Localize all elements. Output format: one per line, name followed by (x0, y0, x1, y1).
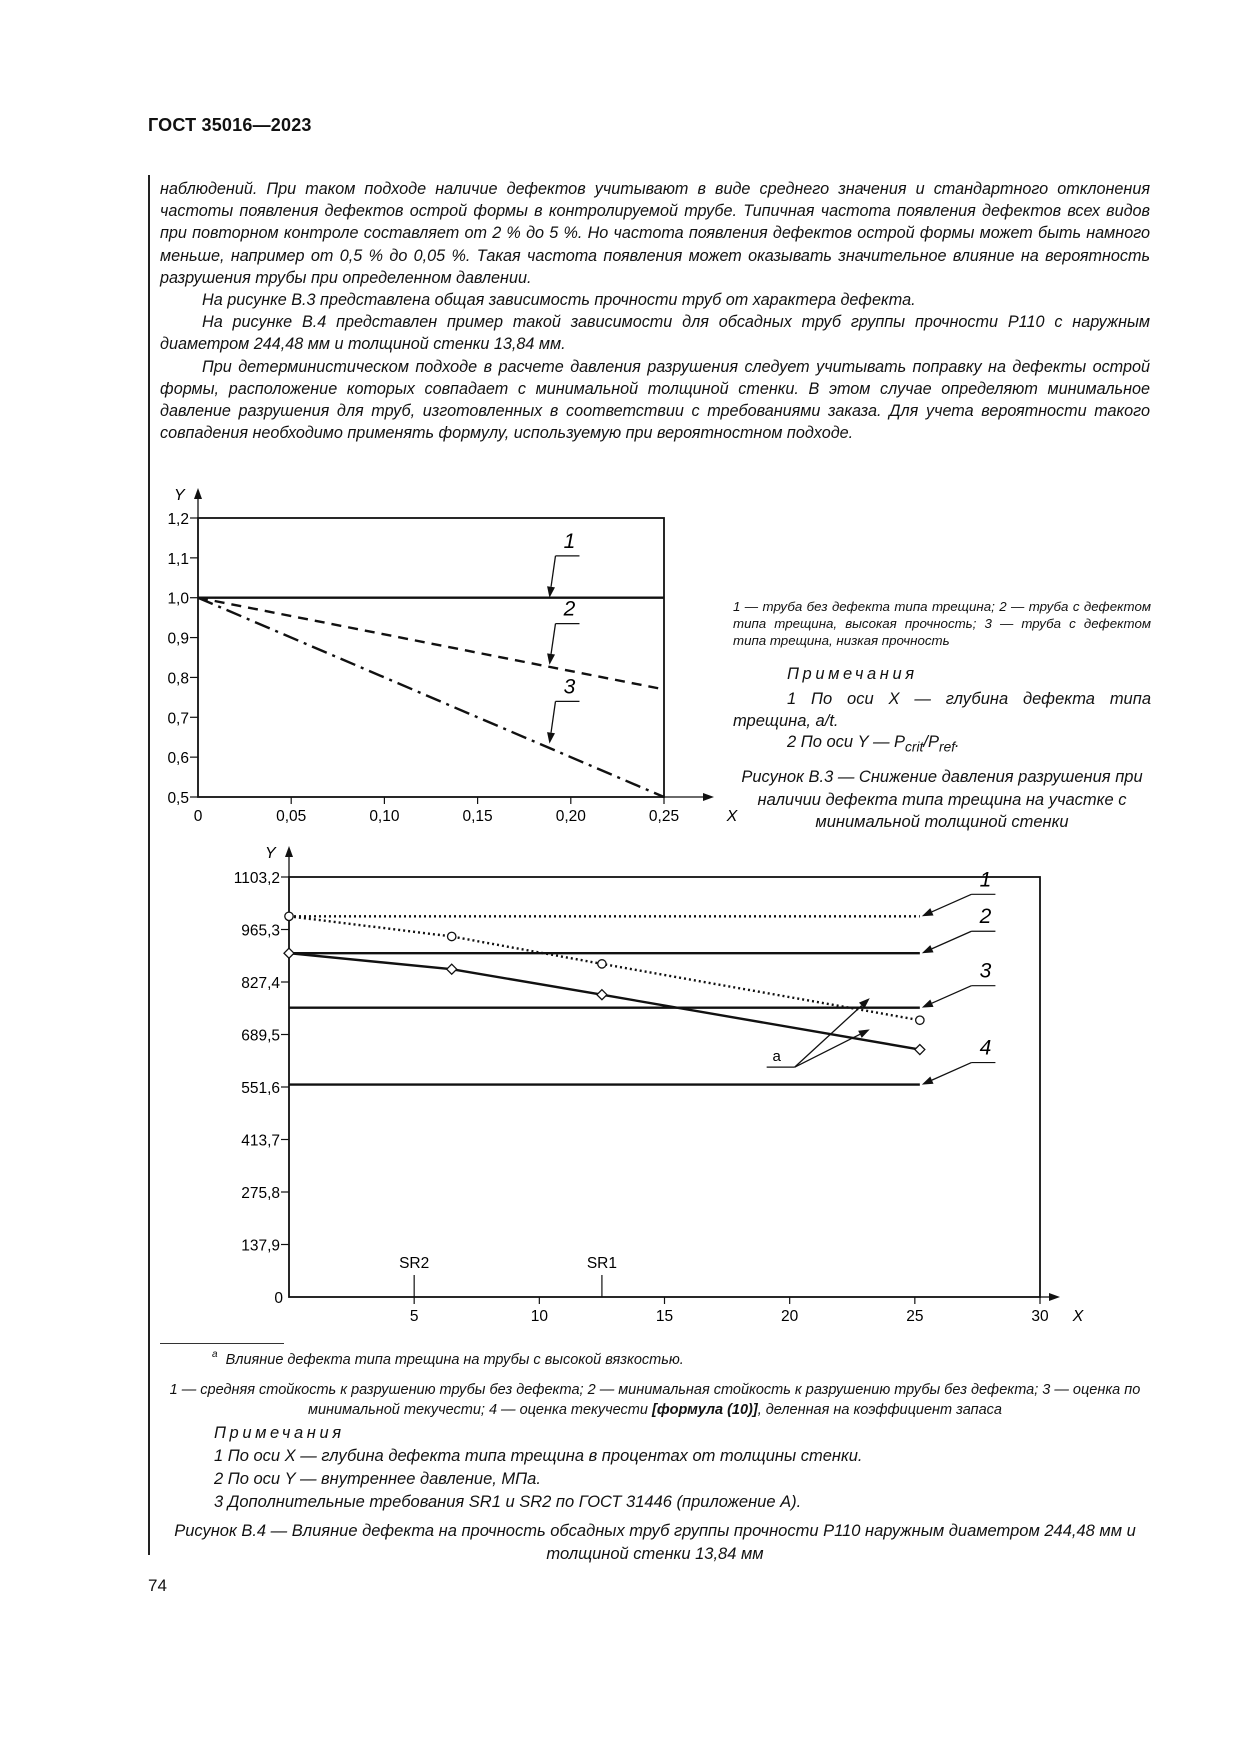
x-tick-label: 0,20 (555, 808, 586, 825)
series-label-arrowhead (922, 1076, 934, 1084)
fig3-note-2-prefix: 2 По оси Y — P (787, 733, 906, 751)
y-tick-label: 1,2 (167, 511, 189, 528)
series-label-arrowhead (547, 653, 555, 664)
y-tick-label: 0,7 (167, 710, 189, 728)
fig4-note-3: 3 Дополнительные требования SR1 и SR2 по ГОСТ 31446 (приложение А). (214, 1493, 802, 1511)
series-number-label: 3 (979, 959, 992, 983)
series-label-leader (551, 556, 555, 587)
figure-b4-chart (234, 845, 1085, 1325)
x-tick-label: 5 (409, 1308, 419, 1325)
fig3-note-2-mid: /P (923, 733, 939, 751)
fig3-legend: 1 — труба без дефекта типа трещина; 2 — труба с дефектом типа трещина, высокая прочность; 3 — труба с дефектом типа трещина, низкая прочность (733, 599, 1151, 648)
plot-frame (289, 877, 1040, 1297)
annotation-arrowhead (858, 1029, 870, 1038)
series-number-label: 2 (979, 905, 992, 929)
series-label-leader (932, 894, 972, 912)
y-tick-label: 827,4 (241, 975, 280, 992)
fig4-footnote (212, 1350, 684, 1368)
x-tick-label: 30 (1031, 1308, 1049, 1325)
series-number-label: 4 (979, 1036, 992, 1060)
series-number-label: 1 (979, 868, 992, 892)
x-tick-label: 15 (655, 1308, 674, 1325)
x-tick-label: 0,05 (276, 808, 307, 825)
circle-marker (598, 960, 606, 968)
fig3-caption: Рисунок В.3 — Снижение давления разрушения при наличии дефекта типа трещина на участке с минимальной толщиной стенки (741, 768, 1143, 831)
fig4-legend-part2: , деленная на коэффициент запаса (757, 1402, 1002, 1418)
y-tick-label: 0,6 (167, 750, 189, 768)
figure-b3-chart (167, 487, 738, 825)
x-tick-label: 0,15 (462, 808, 493, 825)
fig3-note-1 (733, 688, 1151, 732)
x-tick-label: 0,10 (369, 808, 400, 825)
paragraph: При детерминистическом подходе в расчете давления разрушения следует учитывать поправку на дефекты острой формы, расположение которых совпадает с минимальной толщиной стенки. В этом случае определяют минимальное давление разрушения для труб, изготовленных в соответствии с требованиями заказа. Для учета вероятности такого совпадения необходимо применять формулу, используемую при вероятностном подходе. (160, 357, 1150, 443)
fig3-notes-title: Примечания (787, 665, 918, 683)
fig4-note-2: 2 По оси Y — внутреннее давление, МПа. (214, 1470, 541, 1488)
fig4-caption: Рисунок В.4 — Влияние дефекта на прочность обсадных труб группы прочности Р110 наружным диаметром 244,48 мм и толщиной стенки 13,84 мм (174, 1522, 1136, 1563)
series-number-label: 3 (563, 675, 576, 699)
y-tick-label: 275,8 (241, 1185, 280, 1202)
y-axis-label: Y (265, 845, 276, 862)
plot-frame (198, 518, 664, 797)
y-tick-label: 1103,2 (233, 870, 280, 887)
x-axis-arrow (1049, 1293, 1060, 1301)
sr-marker-label: SR2 (399, 1255, 430, 1272)
series-label-leader (551, 701, 555, 732)
circle-marker (448, 932, 456, 940)
x-tick-label: 20 (781, 1308, 799, 1325)
series-label-leader (932, 986, 972, 1004)
paragraph: наблюдений. При таком подходе наличие дефектов учитывают в виде среднего значения и стандартного отклонения частоты появления дефектов острой формы в контролируемой трубе. Типичная частота появления дефектов всех видов при повторном контроле составляет от 2 % до 5 %. Но частота появления дефектов острой формы может быть намного меньше, например от 0,5 % до 0,05 %. Такая частота появления может оказывать значительное влияние на вероятность разрушения трубы при определенном давлении. (160, 180, 1150, 287)
fig4-notes-title: Примечания (214, 1424, 345, 1442)
x-tick-label: 25 (906, 1308, 924, 1325)
series-line-2 (198, 598, 664, 690)
y-tick-label: 551,6 (241, 1080, 280, 1097)
y-tick-label: 1,0 (167, 590, 189, 608)
y-tick-label: 0,9 (167, 630, 189, 648)
paragraph: На рисунке В.4 представлен пример такой зависимости для обсадных труб группы прочности Р110 с наружным диаметром 244,48 мм и толщиной стенки 13,84 мм. (160, 313, 1150, 354)
fig4-legend (160, 1380, 1150, 1420)
diamond-marker (597, 990, 607, 1000)
series-label-leader (932, 1063, 972, 1081)
x-tick-label: 0 (193, 808, 203, 825)
fig3-note-2-sub-crit: crit (905, 739, 924, 755)
series-label-arrowhead (547, 586, 555, 597)
series-label-arrowhead (922, 908, 934, 916)
origin-label: 0 (274, 1290, 283, 1307)
x-tick-label: 10 (530, 1308, 548, 1325)
paragraph: На рисунке В.3 представлена общая зависимость прочности труб от характера дефекта. (202, 291, 916, 310)
annotation-leader (795, 1034, 860, 1067)
series-line-3 (198, 598, 664, 797)
page-number: 74 (148, 1576, 167, 1595)
fig3-note-2-suffix: . (955, 733, 960, 751)
series-line-circle (289, 916, 920, 1020)
x-axis-label: X (1072, 1308, 1084, 1325)
y-tick-label: 689,5 (241, 1027, 280, 1045)
footnote-rule (160, 1343, 284, 1344)
series-label-leader (551, 624, 555, 654)
fig3-note-1-text: 1 По оси X — глубина дефекта типа трещина, a/t. (733, 690, 1151, 730)
series-number-label: 2 (563, 597, 576, 621)
annotation-leader (795, 1006, 862, 1068)
fig4-legend-part1: 1 — средняя стойкость к разрушению трубы без дефекта; 2 — минимальная стойкость к разрушению трубы без дефекта; 3 — оценка по минимальной текучести; 4 — оценка текучести (169, 1382, 1141, 1418)
diamond-marker (284, 948, 294, 958)
diamond-marker (915, 1045, 925, 1055)
x-tick-label: 0,25 (648, 808, 680, 825)
y-tick-label: 0,5 (167, 790, 189, 807)
x-axis-label: X (726, 808, 738, 825)
circle-marker (285, 912, 293, 920)
series-label-arrowhead (922, 945, 934, 953)
annotation-label: a (772, 1048, 781, 1066)
footnote-text: Влияние дефекта типа трещина на трубы с высокой вязкостью. (225, 1351, 684, 1368)
circle-marker (916, 1016, 924, 1024)
y-axis-label: Y (174, 487, 185, 504)
document-header: ГОСТ 35016—2023 (148, 115, 312, 135)
diamond-marker (447, 964, 457, 974)
fig4-legend-formula: [формула (10)] (651, 1402, 758, 1418)
y-axis-arrow (285, 846, 293, 857)
y-tick-label: 413,7 (241, 1132, 280, 1150)
y-axis-arrow (194, 488, 202, 499)
y-tick-label: 137,9 (241, 1237, 280, 1255)
y-tick-label: 965,3 (241, 922, 280, 940)
fig4-note-1: 1 По оси X — глубина дефекта типа трещина в процентах от толщины стенки. (214, 1447, 863, 1465)
series-label-leader (932, 931, 972, 949)
x-axis-arrow (703, 793, 714, 801)
y-tick-label: 0,8 (167, 670, 189, 688)
fig3-note-2 (787, 733, 960, 754)
sr-marker-label: SR1 (586, 1255, 617, 1272)
series-number-label: 1 (563, 529, 576, 553)
series-label-arrowhead (922, 1000, 934, 1008)
footnote-mark: a (212, 1349, 218, 1360)
fig3-note-2-sub-ref: ref (938, 739, 956, 755)
y-tick-label: 1,1 (167, 550, 189, 568)
series-label-arrowhead (547, 732, 555, 743)
